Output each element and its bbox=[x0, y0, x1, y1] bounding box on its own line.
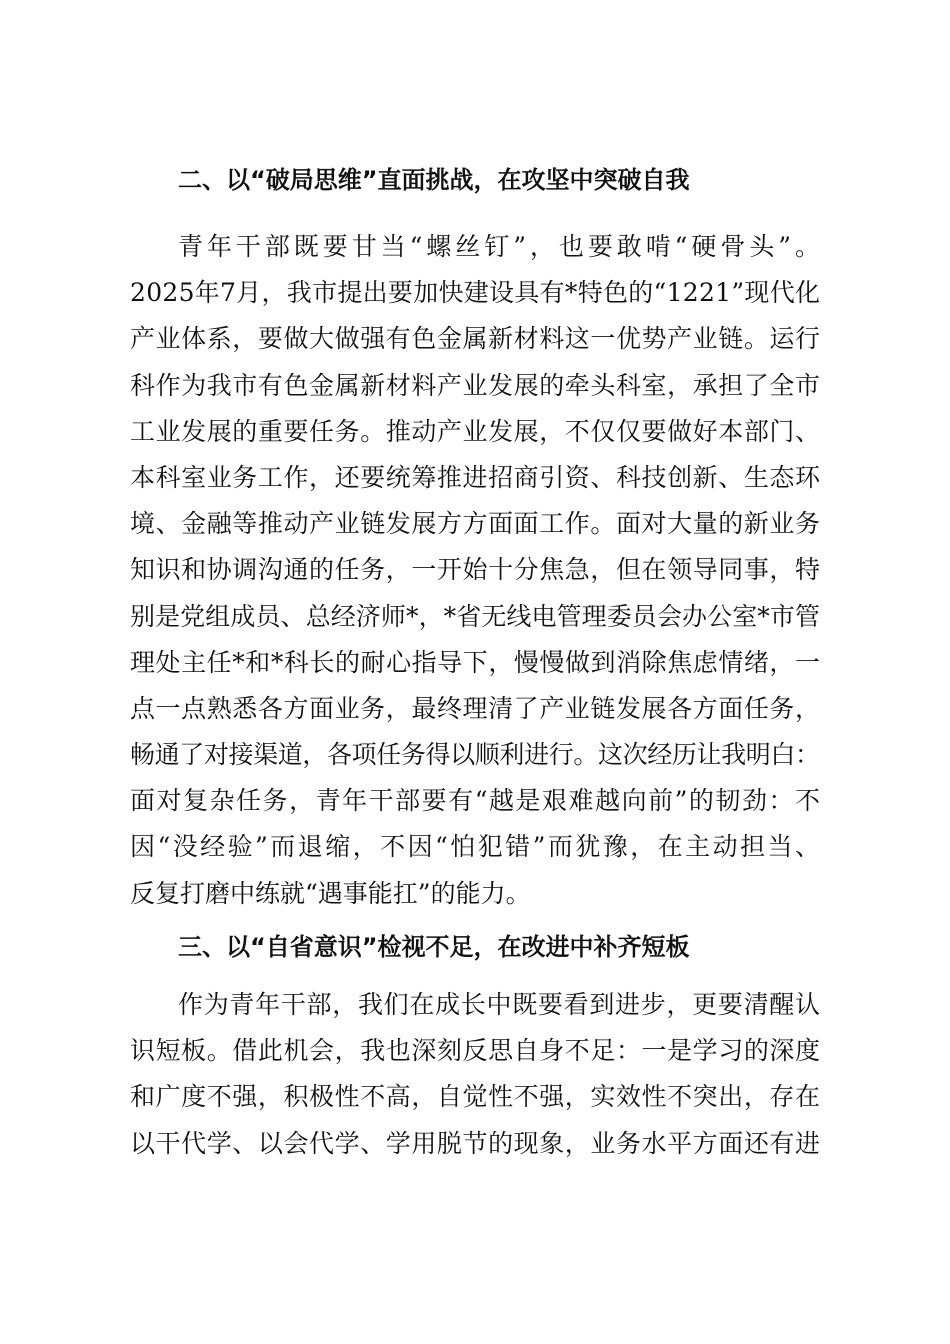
paragraph-line: 面对复杂任务，青年干部要有“越是艰难越向前”的韧劲：不 bbox=[130, 786, 822, 816]
paragraph-line: 反复打磨中练就“遇事能扛”的能力。 bbox=[130, 878, 531, 908]
paragraph-line: 因“没经验”而退缩，不因“怕犯错”而犹豫，在主动担当、 bbox=[130, 832, 823, 862]
paragraph-line: 科作为我市有色金属新材料产业发展的牵头科室，承担了全市 bbox=[130, 370, 821, 400]
section-2-paragraph bbox=[130, 224, 824, 917]
paragraph-line: 产业体系，要做大做强有色金属新材料这一优势产业链。运行 bbox=[130, 324, 821, 354]
paragraph-line: 别是党组成员、总经济师*，*省无线电管理委员会办公室*市管 bbox=[130, 601, 821, 631]
paragraph-line: 青年干部既要甘当“螺丝钉”，也要敢啃“硬骨头”。 bbox=[178, 232, 824, 261]
paragraph-line: 识短板。借此机会，我也深刻反思自身不足：一是学习的深度 bbox=[130, 1036, 821, 1066]
paragraph-line: 作为青年干部，我们在成长中既要看到进步，更要清醒认 bbox=[178, 990, 821, 1019]
section-heading-2: 二、以“破局思维”直面挑战，在攻坚中突破自我 bbox=[178, 166, 690, 194]
paragraph-line: 和广度不强，积极性不高，自觉性不强，实效性不突出，存在 bbox=[130, 1082, 821, 1112]
paragraph-line: 工业发展的重要任务。推动产业发展，不仅仅要做好本部门、 bbox=[130, 416, 821, 446]
paragraph-line: 知识和协调沟通的任务，一开始十分焦急，但在领导同事，特 bbox=[130, 555, 821, 585]
paragraph-line: 境、金融等推动产业链发展方方面面工作。面对大量的新业务 bbox=[130, 509, 821, 539]
paragraph-line: 理处主任*和*科长的耐心指导下，慢慢做到消除焦虑情绪，一 bbox=[130, 647, 821, 677]
paragraph-line: 点一点熟悉各方面业务，最终理清了产业链发展各方面任务， bbox=[130, 693, 821, 723]
section-3-paragraph bbox=[130, 982, 820, 1167]
paragraph-line: 本科室业务工作，还要统筹推进招商引资、科技创新、生态环 bbox=[130, 462, 821, 492]
section-heading-3: 三、以“自省意识”检视不足，在改进中补齐短板 bbox=[178, 933, 690, 961]
paragraph-line: 畅通了对接渠道，各项任务得以顺利进行。这次经历让我明白： bbox=[130, 740, 820, 770]
paragraph-line: 以干代学、以会代学、学用脱节的现象，业务水平方面还有进 bbox=[130, 1128, 821, 1158]
paragraph-line: 2025年7月，我市提出要加快建设具有*特色的“1221”现代化 bbox=[130, 278, 821, 308]
